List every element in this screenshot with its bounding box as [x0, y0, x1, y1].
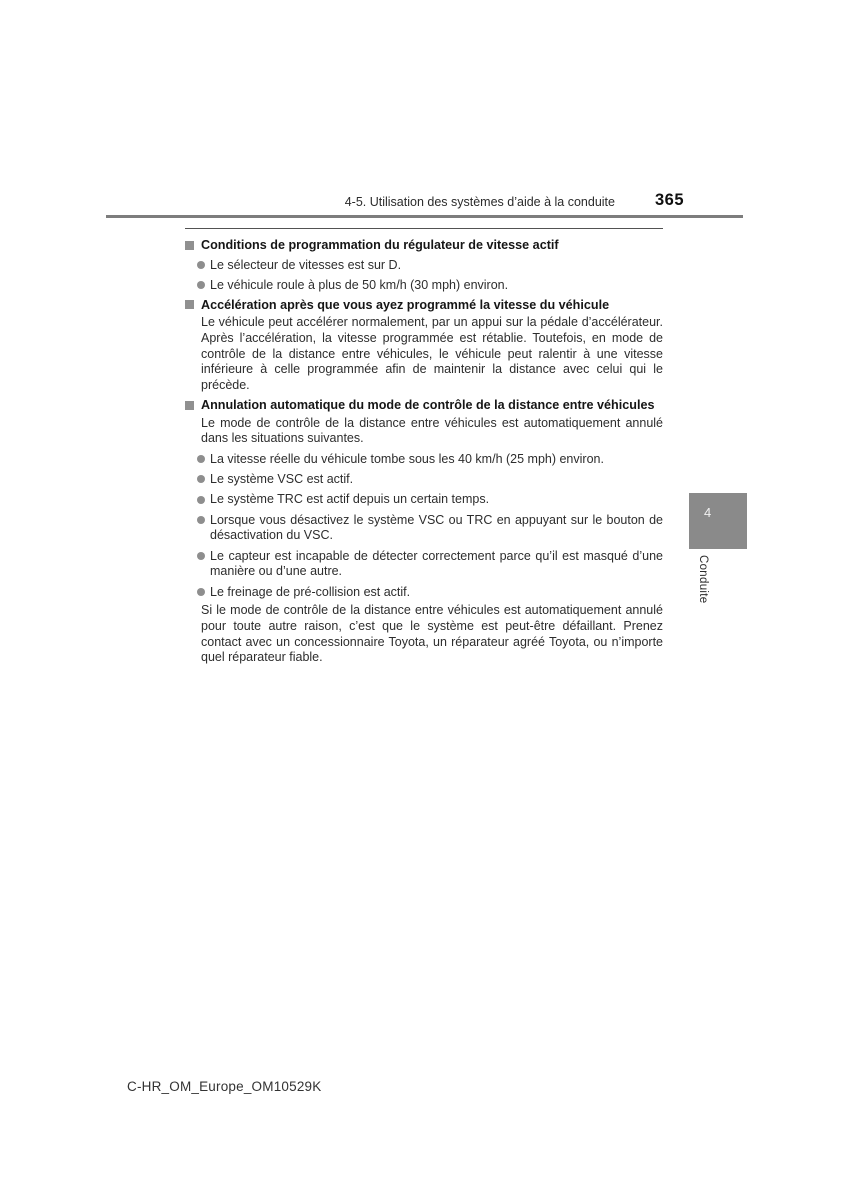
paragraph: Si le mode de contrôle de la distance entre véhicules est automatiquement annulé pour toute autre raison, c’est que le système est peut-être défaillant. Prenez contact avec un concessionnaire Toyota, un réparateur agréé Toyota, ou n’importe quel réparateur fiable. [201, 603, 663, 665]
section-marker-icon [185, 300, 194, 309]
bullet-icon [197, 496, 205, 504]
bullet-icon [197, 516, 205, 524]
section-heading [185, 397, 663, 413]
list-item-text: La vitesse réelle du véhicule tombe sous les 40 km/h (25 mph) environ. [210, 451, 604, 466]
content-column [185, 237, 663, 666]
header-rule-thick [106, 215, 743, 218]
list-item-text: Le capteur est incapable de détecter correctement parce qu’il est masqué d’une manière ou d’une autre. [210, 548, 663, 579]
section-heading-text: Accélération après que vous ayez programmé la vitesse du véhicule [201, 297, 610, 312]
list-item-text: Le sélecteur de vitesses est sur D. [210, 257, 402, 272]
section-marker-icon [185, 401, 194, 410]
section-auto-cancellation [185, 397, 663, 666]
list-item [197, 452, 663, 468]
list-item [197, 258, 663, 274]
list-item [197, 549, 663, 581]
bullet-icon [197, 552, 205, 560]
section-heading [185, 237, 663, 253]
footer-document-code: C-HR_OM_Europe_OM10529K [127, 1079, 322, 1094]
bullet-icon [197, 281, 205, 289]
bullet-icon [197, 455, 205, 463]
list-item-text: Le freinage de pré-collision est actif. [210, 584, 411, 599]
chapter-tab-label: Conduite [697, 555, 709, 604]
section-cruise-conditions [185, 237, 663, 294]
list-item-text: Le véhicule roule à plus de 50 km/h (30 mph) environ. [210, 277, 509, 292]
section-heading [185, 297, 663, 313]
section-acceleration [185, 297, 663, 394]
list-item [197, 585, 663, 601]
bullet-icon [197, 475, 205, 483]
list-item [197, 492, 663, 508]
chapter-tab-number: 4 [704, 505, 712, 520]
list-item-text: Lorsque vous désactivez le système VSC ou TRC en appuyant sur le bouton de désactivation du VSC. [210, 512, 663, 543]
content-rule-thin [185, 228, 663, 230]
list-item-text: Le système VSC est actif. [210, 471, 354, 486]
list-item-text: Le système TRC est actif depuis un certain temps. [210, 492, 490, 507]
section-heading-text: Annulation automatique du mode de contrôle de la distance entre véhicules [201, 398, 655, 413]
list-item [197, 513, 663, 545]
bullet-icon [197, 261, 205, 269]
section-heading-text: Conditions de programmation du régulateur de vitesse actif [201, 238, 559, 252]
chapter-tab [689, 493, 747, 549]
header-page-number: 365 [654, 191, 684, 209]
paragraph: Le véhicule peut accélérer normalement, par un appui sur la pédale d’accélérateur. Après l’accélération, la vitesse programmée est rétablie. Toutefois, en mode de contrôle de la distance entre véhicules, le véhicule peut ralentir à une vitesse inférieure à celle programmée afin de maintenir la distance avec celui qui le précède. [201, 315, 663, 393]
bullet-icon [197, 588, 205, 596]
header-section-title: 4-5. Utilisation des systèmes d’aide à la conduite [344, 195, 615, 209]
list-item [197, 278, 663, 294]
section-marker-icon [185, 241, 194, 250]
paragraph: Le mode de contrôle de la distance entre véhicules est automatiquement annulé dans les situations suivantes. [201, 415, 663, 446]
list-item [197, 472, 663, 488]
